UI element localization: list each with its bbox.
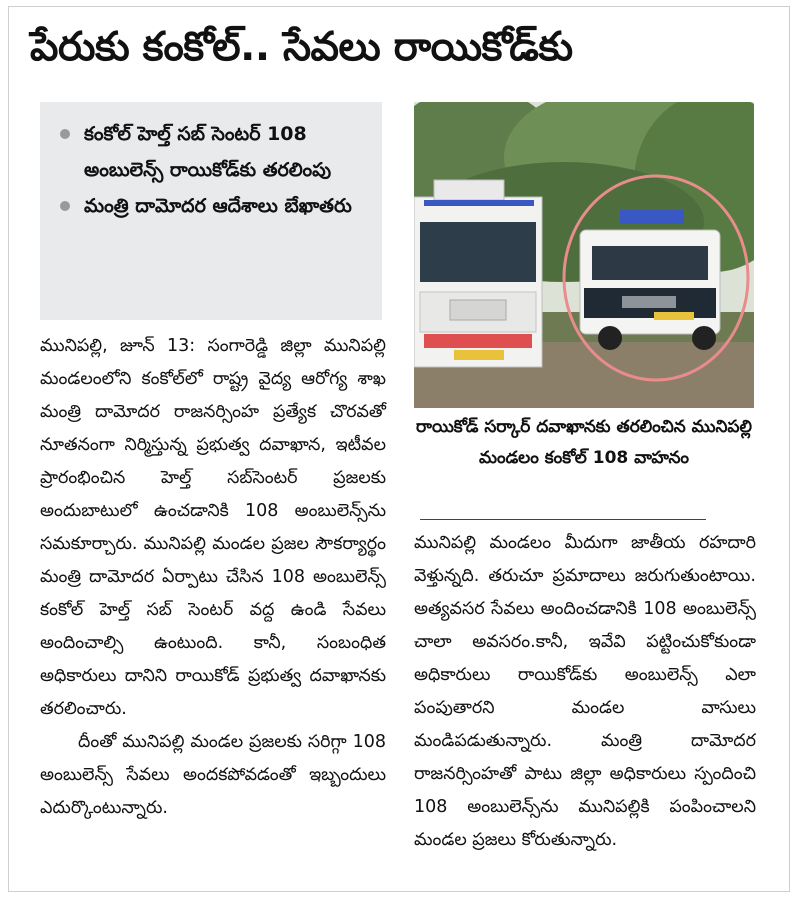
article-column-left [40,330,386,890]
ambulance-photo [414,102,754,408]
article-paragraph: మునిపల్లి, జూన్ 13: సంగారెడ్డి జిల్లా మునిపల్లి మండలంలోని కంకోల్‌లో రాష్ట్ర వైద్య ఆరోగ్య శాఖ మంత్రి దామోదర రాజనర్సింహ ప్రత్యేక చొరవతో నూతనంగా నిర్మిస్తున్న ప్రభుత్వ దవాఖాన, ఇటీవల ప్రారంభించిన హెల్త్ సబ్‌సెంటర్ ప్రజలకు అందుబాటులో ఉంచడానికి 108 అంబులెన్స్‌ను సమకూర్చారు. మునిపల్లి మండల ప్రజల సౌకర్యార్థం మంత్రి దామోదర ఏర్పాటు చేసిన 108 అంబులెన్స్ కంకోల్ హెల్త్ సబ్ సెంటర్ వద్ద ఉండి సేవలు అందించాల్సి ఉంటుంది. కానీ, సంబంధిత అధికారులు దానిని రాయికోడ్ ప్రభుత్వ దవాఖానకు తరలించారు. [40,336,386,719]
headline: పేరుకు కంకోల్.. సేవలు రాయికోడ్‌కు [30,24,573,70]
article-paragraph: దీంతో మునిపల్లి మండల ప్రజలకు సరిగ్గా 108 అంబులెన్స్ సేవలు అందకపోవడంతో ఇబ్బందులు ఎదుర్కొంటున్నారు. [40,732,386,818]
article-column-right [414,527,756,887]
caption-divider [420,519,706,520]
summary-point [58,188,368,224]
bullet-dot-icon [60,129,70,139]
ambulance-photo-illustration [414,102,754,408]
summary-point-text: మంత్రి దామోదర ఆదేశాలు బేఖాతరు [84,195,352,217]
bullet-dot-icon [60,201,70,211]
summary-point [58,116,368,188]
summary-box [40,102,382,320]
article-paragraph: మునిపల్లి మండలం మీదుగా జాతీయ రహదారి వెళ్తున్నది. తరుచూ ప్రమాదాలు జరుగుతుంటాయి. అత్యవసర సేవలు అందించడానికి 108 అంబులెన్స్ చాలా అవసరం.కానీ, ఇవేవి పట్టించుకోకుండా అధికారులు రాయికోడ్‌కు అంబులెన్స్ ఎలా పంపుతారని మండల వాసులు మండిపడుతున్నారు. మంత్రి దామోదర రాజనర్సింహతో పాటు జిల్లా అధికారులు స్పందించి 108 అంబులెన్స్‌ను మునిపల్లికి పంపించాలని మండల ప్రజలు కోరుతున్నారు. [414,533,756,850]
summary-point-text: కంకోల్ హెల్త్ సబ్ సెంటర్ 108 అంబులెన్స్ రాయికోడ్‌కు తరలింపు [84,123,332,181]
photo-caption: రాయికోడ్ సర్కార్ దవాఖానకు తరలించిన మునిపల్లి మండలం కంకోల్ 108 వాహనం [416,417,752,468]
